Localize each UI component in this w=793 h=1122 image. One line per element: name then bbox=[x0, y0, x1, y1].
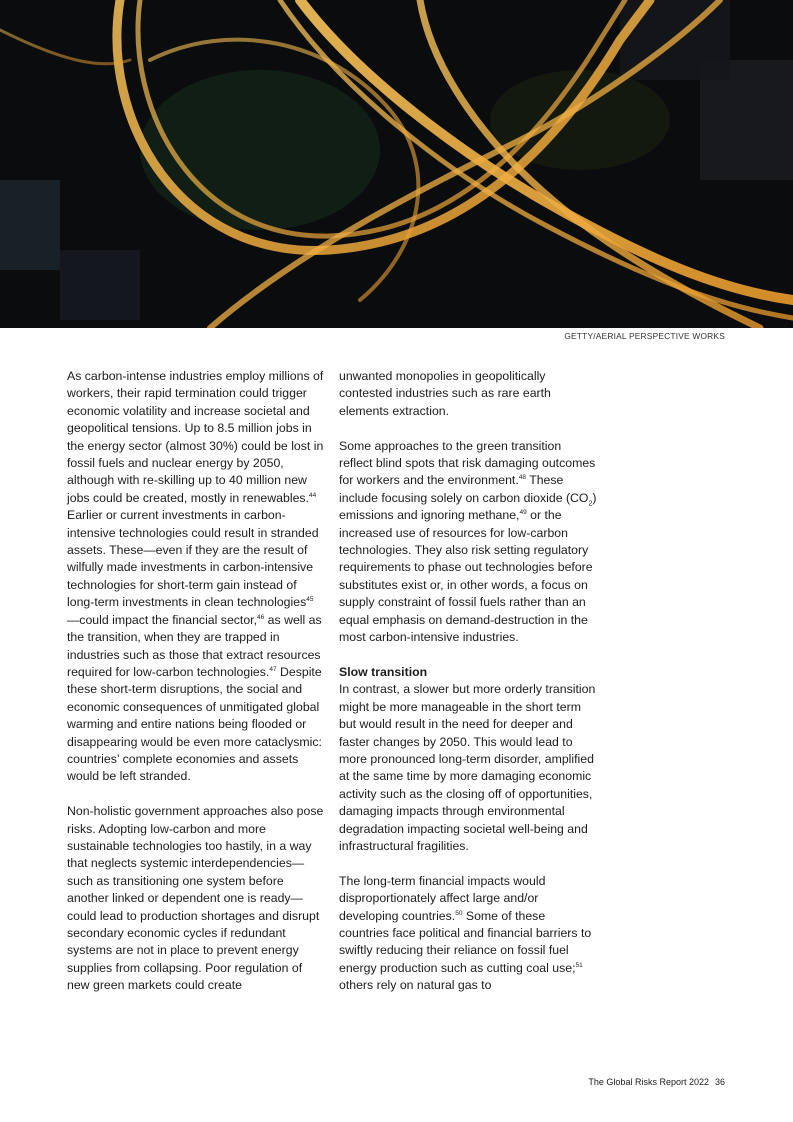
footnote-ref[interactable]: 48 bbox=[518, 474, 526, 482]
text-column-left bbox=[67, 368, 325, 1012]
photo-credit: GETTY/AERIAL PERSPECTIVE WORKS bbox=[564, 331, 725, 341]
paragraph: The long-term financial impacts would disproportionately affect large and/or developing countries.$^{50}$ Some of these countries face political and financial barriers to swiftly reducing their reliance on fossil fuel energy production such as cutting coal use;$^{51}$ others rely on natural gas to bbox=[339, 873, 592, 993]
text-column-right bbox=[339, 368, 597, 1012]
footnote-ref[interactable]: 45 bbox=[306, 596, 314, 604]
paragraph: Non-holistic government approaches also pose risks. Adopting low-carbon and more sustainable technologies too hastily, in a way that neglects systemic interdependencies—such as transitioning one system before another linked or dependent one is ready—could lead to production shortages and disrupt secondary economic cycles if redundant systems are not in place to prevent energy supplies from collapsing. Poor regulation of new green markets could create bbox=[67, 804, 324, 993]
footnote-ref[interactable]: 47 bbox=[269, 665, 277, 673]
footnote-ref[interactable]: 51 bbox=[575, 961, 583, 969]
hero-photo-aerial-highway-interchange bbox=[0, 0, 793, 328]
footnote-ref[interactable]: 49 bbox=[519, 509, 527, 517]
highway-illustration bbox=[0, 0, 793, 328]
page-number: 36 bbox=[714, 1077, 725, 1087]
paragraph: Some approaches to the green transition reflect blind spots that risk damaging outcomes for workers and the environment.$^{48}$ These include focusing solely on carbon dioxide $(CO_2)$ emissions and ignoring methane,$^{49}$ or the increased use of resources for low-carbon technologies. They also risk setting regulatory requirements to phase out technologies before substitutes exist or, in other words, a focus on supply constraint of fossil fuels rather than an equal emphasis on demand-destruction in the most carbon-intensive industries. bbox=[339, 438, 597, 645]
paragraph: In contrast, a slower but more orderly transition might be more manageable in the short term but would result in the need for deeper and faster changes by 2050. This would lead to more pronounced long-term disorder, amplified at the same time by more damaging economic activity such as the closing off of opportunities, damaging impacts through environmental degradation impacting societal well-being and infrastructural fragilities. bbox=[339, 682, 596, 853]
footnote-ref[interactable]: 50 bbox=[455, 909, 463, 917]
report-title: The Global Risks Report 2022 bbox=[588, 1077, 709, 1087]
paragraph: As carbon-intense industries employ millions of workers, their rapid termination could trigger economic volatility and increase societal and geopolitical tensions. Up to 8.5 million jobs in the energy sector (almost 30%) could be lost in fossil fuels and nuclear energy by 2050, although with re-skilling up to 40 million new jobs could be created, mostly in renewables.$^{44}$ Earlier or current investments in carbon-intensive technologies could result in stranded assets. These—even if they are the result of wilfully made investments in carbon-intensive technologies for short-term gain instead of long-term investments in clean technologies$^{45}$—could impact the financial sector,$^{46}$ as well as the transition, when they are trapped in industries such as those that extract resources required for low-carbon technologies.$^{47}$ Despite these short-term disruptions, the social and economic consequences of unmitigated global warming and entire nations being flooded or disappearing would be even more cataclysmic: countries’ complete economies and assets would be left stranded. bbox=[67, 369, 324, 784]
footnote-ref[interactable]: 44 bbox=[308, 491, 317, 499]
section-heading: Slow transition bbox=[339, 664, 428, 679]
paragraph: unwanted monopolies in geopolitically contested industries such as rare earth elements extraction. bbox=[339, 369, 551, 418]
page-footer bbox=[582, 1077, 725, 1087]
footnote-ref[interactable]: 46 bbox=[257, 613, 265, 621]
